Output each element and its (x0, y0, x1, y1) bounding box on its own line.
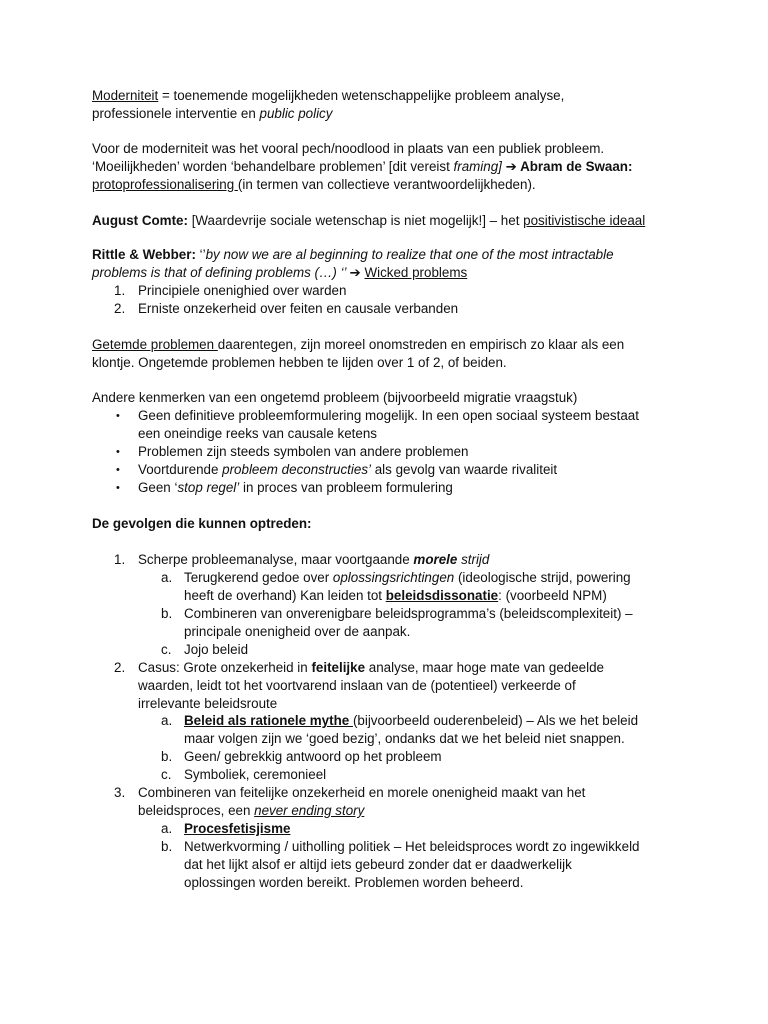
text: beleidsproces, een (138, 803, 255, 818)
term-framing: framing] (453, 159, 502, 174)
paragraph-2-line-2 (92, 158, 632, 176)
consequence-1b-line-1: Combineren van onverenigbare beleidsprogramma’s (beleidscomplexiteit) – (184, 606, 633, 621)
rittle-webber-line-2 (92, 264, 467, 282)
quote: problems is that of defining problems (…) ‘’ (92, 265, 350, 280)
list-item: Erniste onzekerheid over feiten en causale verbanden (138, 301, 459, 316)
text: Geen ‘ (138, 480, 178, 495)
sublist-letter: a. (161, 821, 173, 836)
sublist-letter: a. (161, 570, 173, 585)
text: Casus: Grote onzekerheid in (138, 660, 312, 675)
sublist-letter: c. (161, 642, 172, 657)
text: (ideologische strijd, powering (454, 570, 631, 585)
consequence-1a-line-1 (184, 569, 631, 587)
bullet-icon: • (116, 464, 120, 476)
list-number: 2. (114, 660, 126, 675)
text: professionele interventie en (92, 106, 260, 121)
text: (in termen van collectieve verantwoordelijkheden). (237, 177, 536, 192)
term-wicked-problems: Wicked problems (364, 265, 468, 280)
consequence-3-line-2 (138, 802, 364, 820)
list-number: 1. (114, 552, 126, 567)
bullet-item-4 (138, 479, 453, 497)
term-morele: morele (413, 552, 458, 567)
bullet-icon: • (116, 482, 120, 494)
consequence-2b: Geen/ gebrekkig antwoord op het probleem (184, 749, 442, 764)
modernity-definition-line-2 (92, 105, 332, 123)
term-never-ending-story: never ending story (254, 803, 365, 818)
list-number: 3. (114, 785, 126, 800)
term-strijd: strijd (457, 552, 490, 567)
consequence-3a: Procesfetisjisme (184, 821, 291, 836)
arrow-icon: ➔ (505, 159, 517, 174)
modernity-definition-line-1 (92, 87, 564, 105)
consequence-1c: Jojo beleid (184, 642, 249, 657)
tamed-problems-line-2: klontje. Ongetemde problemen hebben te lijden over 1 of 2, of beiden. (92, 355, 507, 370)
consequence-1a-line-2 (184, 587, 607, 605)
text: in proces van probleem formulering (239, 480, 453, 495)
text: Terugkerend gedoe over (184, 570, 333, 585)
text: heeft de overhand) Kan leiden tot (184, 588, 386, 603)
term-oplossingsrichtingen: oplossingsrichtingen (332, 570, 455, 585)
term-public-policy: public policy (259, 106, 333, 121)
rittle-webber-line-1 (92, 246, 614, 264)
sublist-letter: a. (161, 713, 173, 728)
term-beleid-als-rationele-mythe: Beleid als rationele mythe (184, 713, 353, 728)
characteristics-intro: Andere kenmerken van een ongetemd probleem (bijvoorbeeld migratie vraagstuk) (92, 390, 578, 405)
text: = toenemende mogelijkheden wetenschappelijke probleem analyse, (158, 88, 565, 103)
section-heading: De gevolgen die kunnen optreden: (92, 516, 312, 531)
author-de-swaan: Abram de Swaan: (516, 159, 633, 174)
sublist-letter: b. (161, 839, 173, 854)
consequence-3b-line-1: Netwerkvorming / uitholling politiek – Het beleidsproces wordt zo ingewikkeld (184, 839, 640, 854)
term-positivistische-ideaal: positivistische ideaal (523, 213, 646, 228)
author-rittle-webber: Rittle & Webber: (92, 247, 196, 262)
tamed-problems-line-1 (92, 336, 624, 354)
arrow-icon: ➔ (349, 265, 361, 280)
term-stop-regel: stop regel’ (177, 480, 240, 495)
text: als gevolg van waarde rivaliteit (371, 462, 558, 477)
sublist-letter: c. (161, 767, 172, 782)
consequence-1 (138, 551, 489, 569)
quote: by now we are al beginning to realize that one of the most intractable (205, 247, 614, 262)
term-beleidsdissonatie: beleidsdissonatie (385, 588, 499, 603)
text: Scherpe probleemanalyse, maar voortgaande (138, 552, 414, 567)
list-number: 1. (114, 283, 126, 298)
text: ‘Moeilijkheden’ worden ‘behandelbare problemen’ [dit vereist (92, 159, 454, 174)
text: ‘’ (195, 247, 206, 262)
paragraph-2-line-3 (92, 176, 536, 194)
text: Voortdurende (138, 462, 223, 477)
consequence-2-line-1 (138, 659, 604, 677)
term-probleem-deconstructies: probleem deconstructies’ (222, 462, 372, 477)
list-item: Principiele onenighied over warden (138, 283, 347, 298)
list-number: 2. (114, 301, 126, 316)
consequence-1b-line-2: principale onenigheid over de aanpak. (184, 624, 411, 639)
bullet-item-1-line-1: Geen definitieve probleemformulering mogelijk. In een open sociaal systeem bestaat (138, 408, 639, 423)
bullet-item-1-line-2: een oneindige reeks van causale ketens (138, 426, 377, 441)
text: analyse, maar hoge mate van gedeelde (365, 660, 604, 675)
consequence-2a-line-1 (184, 712, 638, 730)
text: [Waardevrije sociale wetenschap is niet mogelijk!] – het (187, 213, 524, 228)
consequence-3b-line-3: oplossingen worden bereikt. Problemen worden beheerd. (184, 875, 524, 890)
author-comte: August Comte: (92, 213, 188, 228)
term-feitelijke: feitelijke (311, 660, 366, 675)
consequence-2a-line-2: maar volgen zijn we ‘goed bezig’, ondanks dat we het beleid niet snappen. (184, 731, 625, 746)
term-getemde-problemen: Getemde problemen (92, 337, 218, 352)
consequence-3b-line-2: dat het lijkt alsof er altijd iets gebeurd zonder dat er daadwerkelijk (184, 857, 572, 872)
consequence-2-line-2: waarden, leidt tot het voortvarend inslaan van de (potentieel) verkeerde of (138, 678, 576, 693)
bullet-item-3 (138, 461, 557, 479)
sublist-letter: b. (161, 606, 173, 621)
bullet-icon: • (116, 410, 120, 422)
text: : (voorbeeld NPM) (498, 588, 607, 603)
term-moderniteit: Moderniteit (92, 88, 159, 103)
comte-line (92, 212, 645, 230)
text: (bijvoorbeeld ouderenbeleid) – Als we het beleid (352, 713, 639, 728)
consequence-3-line-1: Combineren van feitelijke onzekerheid en morele onenigheid maakt van het (138, 785, 586, 800)
consequence-2c: Symboliek, ceremonieel (184, 767, 327, 782)
paragraph-2-line-1: Voor de moderniteit was het vooral pech/noodlood in plaats van een publiek probleem. (92, 141, 605, 156)
sublist-letter: b. (161, 749, 173, 764)
consequence-2-line-3: irrelevante beleidsroute (138, 696, 278, 711)
bullet-item-2: Problemen zijn steeds symbolen van andere problemen (138, 444, 469, 459)
text: daarentegen, zijn moreel onomstreden en empirisch zo klaar als een (217, 337, 625, 352)
bullet-icon: • (116, 446, 120, 458)
term-protoprofessionalisering: protoprofessionalisering (92, 177, 238, 192)
